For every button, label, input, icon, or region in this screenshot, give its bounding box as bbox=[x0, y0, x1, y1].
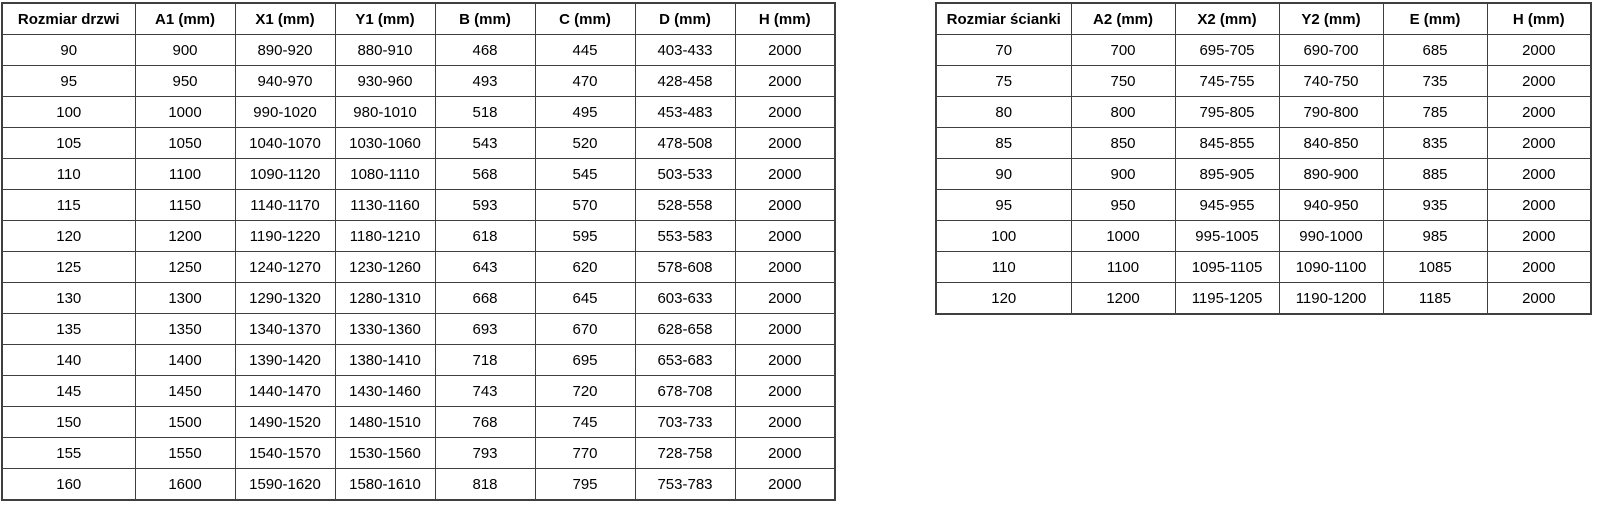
table-cell: 1540-1570 bbox=[235, 438, 335, 469]
table-cell: 743 bbox=[435, 376, 535, 407]
table-cell: 2000 bbox=[735, 469, 835, 501]
table-cell: 1150 bbox=[135, 190, 235, 221]
table-row bbox=[936, 190, 1591, 221]
table-row bbox=[2, 66, 835, 97]
table-cell: 735 bbox=[1383, 66, 1487, 97]
table-cell: 980-1010 bbox=[335, 97, 435, 128]
table-cell: 693 bbox=[435, 314, 535, 345]
table-cell: 1280-1310 bbox=[335, 283, 435, 314]
table-cell: 718 bbox=[435, 345, 535, 376]
table-cell: 403-433 bbox=[635, 35, 735, 66]
table-cell: 135 bbox=[2, 314, 135, 345]
table-cell: 1000 bbox=[135, 97, 235, 128]
table-cell: 1040-1070 bbox=[235, 128, 335, 159]
table-cell: 528-558 bbox=[635, 190, 735, 221]
table-cell: 2000 bbox=[1487, 190, 1591, 221]
table-cell: 2000 bbox=[735, 283, 835, 314]
table-cell: 1200 bbox=[1071, 283, 1175, 315]
table-cell: 695 bbox=[535, 345, 635, 376]
table-cell: 885 bbox=[1383, 159, 1487, 190]
table-cell: 800 bbox=[1071, 97, 1175, 128]
table-row bbox=[2, 159, 835, 190]
table-cell: 835 bbox=[1383, 128, 1487, 159]
column-header: A1 (mm) bbox=[135, 3, 235, 35]
table-cell: 790-800 bbox=[1279, 97, 1383, 128]
table-cell: 2000 bbox=[735, 252, 835, 283]
table-cell: 90 bbox=[2, 35, 135, 66]
table-row bbox=[2, 407, 835, 438]
table-cell: 595 bbox=[535, 221, 635, 252]
table-cell: 2000 bbox=[1487, 66, 1591, 97]
table-row bbox=[936, 159, 1591, 190]
table-cell: 1100 bbox=[135, 159, 235, 190]
table-cell: 2000 bbox=[735, 128, 835, 159]
table-cell: 125 bbox=[2, 252, 135, 283]
table-cell: 1250 bbox=[135, 252, 235, 283]
table-cell: 900 bbox=[1071, 159, 1175, 190]
table-cell: 75 bbox=[936, 66, 1071, 97]
table-cell: 1200 bbox=[135, 221, 235, 252]
table-cell: 140 bbox=[2, 345, 135, 376]
table-cell: 2000 bbox=[1487, 159, 1591, 190]
table-cell: 618 bbox=[435, 221, 535, 252]
table-row bbox=[936, 221, 1591, 252]
table-cell: 795 bbox=[535, 469, 635, 501]
column-header: B (mm) bbox=[435, 3, 535, 35]
table-cell: 2000 bbox=[1487, 97, 1591, 128]
table-cell: 945-955 bbox=[1175, 190, 1279, 221]
table-cell: 1500 bbox=[135, 407, 235, 438]
table-cell: 90 bbox=[936, 159, 1071, 190]
table-cell: 1100 bbox=[1071, 252, 1175, 283]
table-cell: 1130-1160 bbox=[335, 190, 435, 221]
table-row bbox=[936, 283, 1591, 315]
table-cell: 1050 bbox=[135, 128, 235, 159]
table-cell: 1195-1205 bbox=[1175, 283, 1279, 315]
door-size-table bbox=[1, 2, 836, 501]
table-cell: 2000 bbox=[735, 345, 835, 376]
table-cell: 750 bbox=[1071, 66, 1175, 97]
column-header: E (mm) bbox=[1383, 3, 1487, 35]
table-cell: 115 bbox=[2, 190, 135, 221]
table-cell: 2000 bbox=[1487, 221, 1591, 252]
table-cell: 593 bbox=[435, 190, 535, 221]
table-cell: 818 bbox=[435, 469, 535, 501]
table-cell: 95 bbox=[936, 190, 1071, 221]
column-header: H (mm) bbox=[735, 3, 835, 35]
table-row bbox=[2, 97, 835, 128]
table-row bbox=[2, 128, 835, 159]
table-cell: 1185 bbox=[1383, 283, 1487, 315]
table-cell: 495 bbox=[535, 97, 635, 128]
table-cell: 678-708 bbox=[635, 376, 735, 407]
table-cell: 1090-1120 bbox=[235, 159, 335, 190]
table-cell: 700 bbox=[1071, 35, 1175, 66]
table-cell: 2000 bbox=[1487, 252, 1591, 283]
table-cell: 2000 bbox=[1487, 35, 1591, 66]
table-cell: 1380-1410 bbox=[335, 345, 435, 376]
table-cell: 785 bbox=[1383, 97, 1487, 128]
table-cell: 620 bbox=[535, 252, 635, 283]
table-row bbox=[2, 314, 835, 345]
table-cell: 2000 bbox=[735, 35, 835, 66]
panel-size-table bbox=[935, 2, 1592, 315]
table-cell: 2000 bbox=[735, 97, 835, 128]
table-cell: 160 bbox=[2, 469, 135, 501]
table-cell: 2000 bbox=[1487, 283, 1591, 315]
table-cell: 645 bbox=[535, 283, 635, 314]
table-cell: 1030-1060 bbox=[335, 128, 435, 159]
table-cell: 545 bbox=[535, 159, 635, 190]
table-cell: 950 bbox=[1071, 190, 1175, 221]
table-cell: 2000 bbox=[735, 407, 835, 438]
table-cell: 100 bbox=[936, 221, 1071, 252]
table-cell: 1440-1470 bbox=[235, 376, 335, 407]
table-cell: 745-755 bbox=[1175, 66, 1279, 97]
table-cell: 1550 bbox=[135, 438, 235, 469]
table-cell: 1230-1260 bbox=[335, 252, 435, 283]
table-cell: 2000 bbox=[1487, 128, 1591, 159]
table-cell: 670 bbox=[535, 314, 635, 345]
table-row bbox=[2, 283, 835, 314]
table-cell: 695-705 bbox=[1175, 35, 1279, 66]
table-row bbox=[2, 376, 835, 407]
table-cell: 568 bbox=[435, 159, 535, 190]
table-cell: 80 bbox=[936, 97, 1071, 128]
table-cell: 503-533 bbox=[635, 159, 735, 190]
column-header: H (mm) bbox=[1487, 3, 1591, 35]
column-header: A2 (mm) bbox=[1071, 3, 1175, 35]
table-cell: 1240-1270 bbox=[235, 252, 335, 283]
table-cell: 518 bbox=[435, 97, 535, 128]
table-cell: 880-910 bbox=[335, 35, 435, 66]
table-cell: 1580-1610 bbox=[335, 469, 435, 501]
table-row bbox=[2, 252, 835, 283]
table-cell: 1000 bbox=[1071, 221, 1175, 252]
table-cell: 930-960 bbox=[335, 66, 435, 97]
table-cell: 570 bbox=[535, 190, 635, 221]
table-cell: 1090-1100 bbox=[1279, 252, 1383, 283]
table-cell: 990-1020 bbox=[235, 97, 335, 128]
table-cell: 453-483 bbox=[635, 97, 735, 128]
column-header: Y1 (mm) bbox=[335, 3, 435, 35]
table-cell: 70 bbox=[936, 35, 1071, 66]
table-cell: 1590-1620 bbox=[235, 469, 335, 501]
column-header: Y2 (mm) bbox=[1279, 3, 1383, 35]
table-cell: 130 bbox=[2, 283, 135, 314]
table-cell: 1340-1370 bbox=[235, 314, 335, 345]
table-cell: 1400 bbox=[135, 345, 235, 376]
column-header: Rozmiar ścianki bbox=[936, 3, 1071, 35]
table-cell: 110 bbox=[936, 252, 1071, 283]
table-cell: 445 bbox=[535, 35, 635, 66]
table-cell: 990-1000 bbox=[1279, 221, 1383, 252]
table-row bbox=[2, 221, 835, 252]
table-cell: 1085 bbox=[1383, 252, 1487, 283]
table-cell: 770 bbox=[535, 438, 635, 469]
table-cell: 1390-1420 bbox=[235, 345, 335, 376]
table-cell: 628-658 bbox=[635, 314, 735, 345]
table-cell: 1095-1105 bbox=[1175, 252, 1279, 283]
table-cell: 478-508 bbox=[635, 128, 735, 159]
table-row bbox=[936, 252, 1591, 283]
table-cell: 1330-1360 bbox=[335, 314, 435, 345]
table-row bbox=[936, 66, 1591, 97]
table-cell: 685 bbox=[1383, 35, 1487, 66]
column-header: Rozmiar drzwi bbox=[2, 3, 135, 35]
table-row bbox=[2, 35, 835, 66]
table-cell: 120 bbox=[936, 283, 1071, 315]
table-cell: 428-458 bbox=[635, 66, 735, 97]
table-row bbox=[2, 469, 835, 501]
table-cell: 668 bbox=[435, 283, 535, 314]
table-cell: 1190-1200 bbox=[1279, 283, 1383, 315]
table-cell: 768 bbox=[435, 407, 535, 438]
table-cell: 150 bbox=[2, 407, 135, 438]
table-row bbox=[936, 35, 1591, 66]
table-cell: 1350 bbox=[135, 314, 235, 345]
table-cell: 155 bbox=[2, 438, 135, 469]
table-cell: 985 bbox=[1383, 221, 1487, 252]
table-cell: 603-633 bbox=[635, 283, 735, 314]
table-cell: 110 bbox=[2, 159, 135, 190]
table-cell: 728-758 bbox=[635, 438, 735, 469]
table-cell: 468 bbox=[435, 35, 535, 66]
table-cell: 100 bbox=[2, 97, 135, 128]
table-row bbox=[2, 345, 835, 376]
table-cell: 2000 bbox=[735, 376, 835, 407]
table-cell: 745 bbox=[535, 407, 635, 438]
table-row bbox=[2, 190, 835, 221]
table-cell: 940-970 bbox=[235, 66, 335, 97]
table-cell: 1490-1520 bbox=[235, 407, 335, 438]
table-cell: 845-855 bbox=[1175, 128, 1279, 159]
column-header: C (mm) bbox=[535, 3, 635, 35]
table-cell: 793 bbox=[435, 438, 535, 469]
table-cell: 795-805 bbox=[1175, 97, 1279, 128]
table-cell: 1480-1510 bbox=[335, 407, 435, 438]
table-cell: 105 bbox=[2, 128, 135, 159]
table-cell: 653-683 bbox=[635, 345, 735, 376]
table-cell: 85 bbox=[936, 128, 1071, 159]
table-cell: 1180-1210 bbox=[335, 221, 435, 252]
table-cell: 520 bbox=[535, 128, 635, 159]
table-cell: 1140-1170 bbox=[235, 190, 335, 221]
table-row bbox=[2, 438, 835, 469]
table-cell: 900 bbox=[135, 35, 235, 66]
table-cell: 543 bbox=[435, 128, 535, 159]
table-cell: 493 bbox=[435, 66, 535, 97]
table-cell: 890-920 bbox=[235, 35, 335, 66]
table-cell: 2000 bbox=[735, 66, 835, 97]
table-cell: 840-850 bbox=[1279, 128, 1383, 159]
column-header: D (mm) bbox=[635, 3, 735, 35]
table-cell: 1300 bbox=[135, 283, 235, 314]
table-cell: 753-783 bbox=[635, 469, 735, 501]
table-cell: 145 bbox=[2, 376, 135, 407]
table-cell: 690-700 bbox=[1279, 35, 1383, 66]
table-cell: 895-905 bbox=[1175, 159, 1279, 190]
column-header: X1 (mm) bbox=[235, 3, 335, 35]
table-cell: 553-583 bbox=[635, 221, 735, 252]
table-cell: 643 bbox=[435, 252, 535, 283]
table-cell: 2000 bbox=[735, 314, 835, 345]
table-cell: 1530-1560 bbox=[335, 438, 435, 469]
table-cell: 935 bbox=[1383, 190, 1487, 221]
header-row bbox=[2, 3, 835, 35]
table-cell: 940-950 bbox=[1279, 190, 1383, 221]
table-cell: 2000 bbox=[735, 438, 835, 469]
header-row bbox=[936, 3, 1591, 35]
table-cell: 1600 bbox=[135, 469, 235, 501]
table-row bbox=[936, 97, 1591, 128]
table-cell: 1080-1110 bbox=[335, 159, 435, 190]
column-header: X2 (mm) bbox=[1175, 3, 1279, 35]
table-cell: 120 bbox=[2, 221, 135, 252]
table-cell: 890-900 bbox=[1279, 159, 1383, 190]
table-cell: 850 bbox=[1071, 128, 1175, 159]
table-cell: 470 bbox=[535, 66, 635, 97]
table-cell: 1430-1460 bbox=[335, 376, 435, 407]
table-cell: 2000 bbox=[735, 159, 835, 190]
table-cell: 2000 bbox=[735, 190, 835, 221]
table-cell: 1190-1220 bbox=[235, 221, 335, 252]
table-cell: 1450 bbox=[135, 376, 235, 407]
table-cell: 95 bbox=[2, 66, 135, 97]
table-cell: 720 bbox=[535, 376, 635, 407]
table-row bbox=[936, 128, 1591, 159]
table-cell: 740-750 bbox=[1279, 66, 1383, 97]
table-cell: 2000 bbox=[735, 221, 835, 252]
table-cell: 1290-1320 bbox=[235, 283, 335, 314]
table-cell: 703-733 bbox=[635, 407, 735, 438]
table-cell: 995-1005 bbox=[1175, 221, 1279, 252]
table-cell: 950 bbox=[135, 66, 235, 97]
table-cell: 578-608 bbox=[635, 252, 735, 283]
